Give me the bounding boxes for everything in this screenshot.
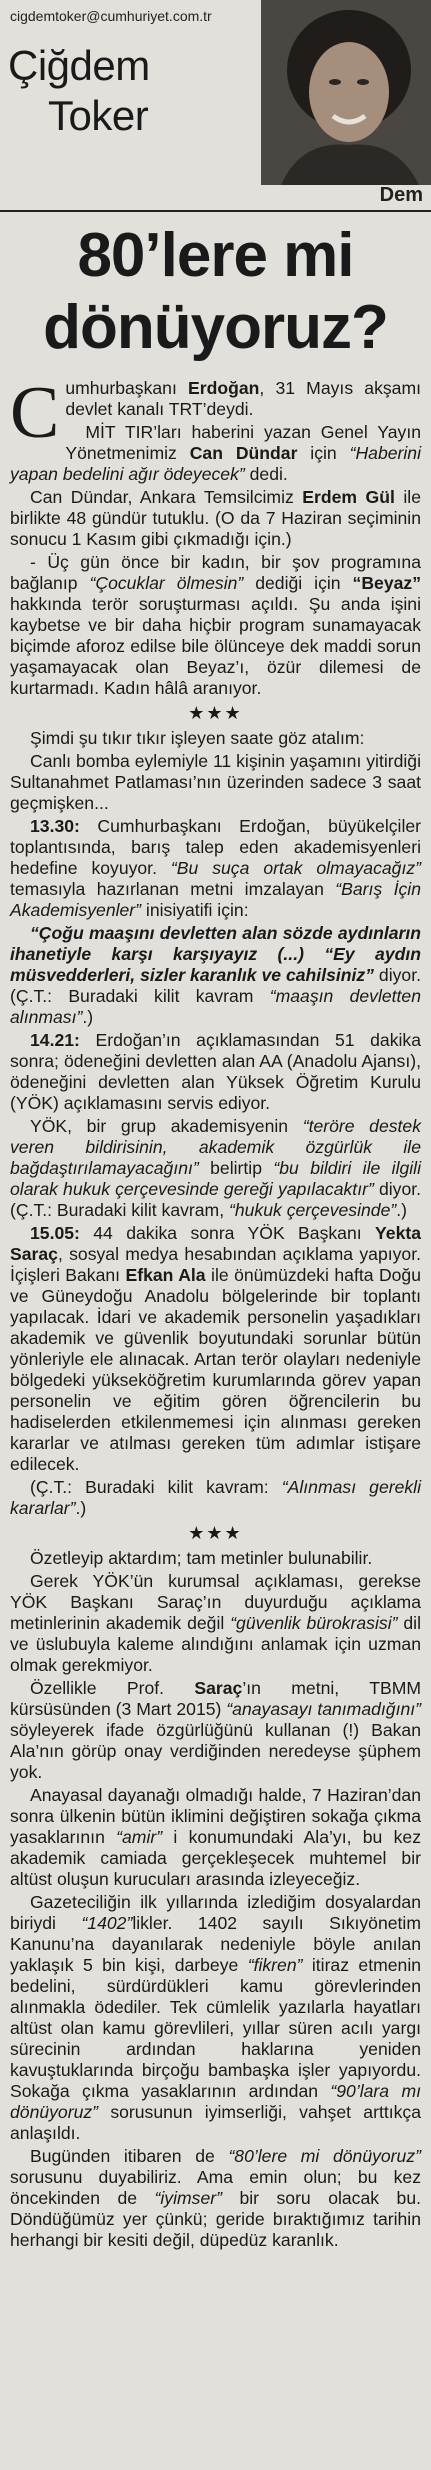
- text: itiraz etmenin bedelini, sürdürdükleri kamu görevlerinden alınmakla ödediler. Tek cümlelik yazılarla hayatları altüst olan kamu görevlileri, yıllar süren acılı yargı sürecinin ardından haklarına yeniden kavuştuklarında birçoğu bambaşka işler yapıyordu. Sokağa çıkma yasaklarının ardından: [10, 1955, 422, 2101]
- paragraph-quote: [10, 923, 421, 1028]
- timestamp: 14.21:: [30, 1030, 80, 1050]
- paragraph: [10, 728, 421, 749]
- text: belirtip: [198, 1158, 274, 1178]
- quote: “Çocuklar ölmesin”: [89, 573, 244, 593]
- text: dil ve üslubuyla kaleme alındığını anlamak için uzman olmak gerekmiyor.: [10, 1613, 421, 1675]
- text: likler. 1402 sayılı Sıkıyönetim Kanunu’na dayanılarak nedeniyle böyle anılan yaklaşık 5 bin kişi, darbeye: [10, 1913, 421, 1975]
- quote: “maaşın devletten alınması”: [10, 986, 421, 1027]
- paragraph: [10, 1785, 421, 1890]
- text: umhurbaşkanı: [65, 378, 189, 398]
- timestamp: 15.05:: [30, 1223, 80, 1243]
- text: Anayasal dayanağı olmadığı halde, 7 Haziran’dan sonra ülkenin bütün iklimini değiştiren sokağa çıkma yasaklarının: [10, 1785, 421, 1847]
- quote: “fikren”: [247, 1955, 303, 1975]
- paragraph: [10, 1571, 421, 1676]
- text: dediği için: [243, 573, 353, 593]
- text: (Ç.T.: Buradaki kilit kavram:: [30, 1477, 282, 1497]
- paragraph: [10, 487, 421, 550]
- quote: “bu bildiri ile ilgili olarak hukuk çerçevesinde gereği yapılacaktır”: [10, 1158, 421, 1199]
- text: temasıyla hazırlanan metni imzalayan: [10, 879, 336, 899]
- person-name: Yekta Saraç: [10, 1223, 421, 1264]
- text: , 31 Mayıs akşamı devlet kanalı TRT’deydi.: [65, 378, 421, 419]
- quote: “Bu suça ortak olmayacağız”: [170, 858, 421, 878]
- quote: “Barış İçin Akademisyenler”: [10, 879, 421, 920]
- quote: “80’lere mi dönüyoruz”: [228, 2146, 421, 2166]
- text: diyor. (Ç.T.: Buradaki kilit kavram,: [10, 1179, 421, 1220]
- paragraph: [10, 552, 421, 699]
- author-email[interactable]: cigdemtoker@cumhuriyet.com.tr: [10, 8, 212, 24]
- text: i konumundaki Ala’yı, bu kez akademik camiada gerçekleşecek muhtemel bir altüst oluşun kurucuları arasında izleyeceğiz.: [10, 1827, 422, 1889]
- column-header: [0, 0, 431, 212]
- author-portrait-icon: [261, 0, 431, 185]
- text: inisiyatifi için:: [141, 900, 249, 920]
- person-name: Efkan Ala: [125, 1265, 206, 1285]
- person-name: “Beyaz”: [352, 573, 421, 593]
- paragraph: [10, 1678, 421, 1783]
- text: - Üç gün önce bir kadın, bir şov programına bağlanıp: [10, 552, 421, 593]
- headline: 80’lere mi dönüyoruz?: [43, 221, 388, 362]
- text: MİT TIR’ları haberini yazan Genel Yayın Yönetmenimiz: [65, 422, 421, 463]
- paragraph: [10, 751, 421, 814]
- quote: “Alınması gerekli kararlar”: [10, 1477, 421, 1518]
- section-divider-stars: ★★★: [188, 703, 243, 723]
- text: Özetleyip aktardım; tam metinler bulunabilir.: [30, 1548, 373, 1568]
- text: YÖK, bir grup akademisyenin: [30, 1116, 303, 1136]
- timestamp: 13.30:: [30, 816, 80, 836]
- quote: “1402”: [81, 1913, 133, 1933]
- quote: “hukuk çerçevesinde”: [229, 1200, 397, 1220]
- person-name: Erdoğan: [188, 378, 260, 398]
- text: hakkında terör soruşturması açıldı. Şu anda işini kaybetse ve bir daha hiçbir program sunamayacak biçimde aforoz edilse bile ölünceye dek maddi sorun yaşamayacak olan Beyaz’ı, özür dilemesi de kurtarmadı. Kadın hâlâ aranıyor.: [10, 594, 421, 698]
- article-body: [0, 372, 431, 2251]
- text: Cumhurbaşkanı Erdoğan, büyükelçiler toplantısında, barış talep eden akademisyenleri hedefine koyuyor.: [10, 816, 421, 878]
- author-first-name: Çiğdem: [8, 42, 150, 89]
- text: Şimdi şu tıkır tıkır işleyen saate göz atalım:: [30, 728, 365, 748]
- text: Can Dündar, Ankara Temsilcimiz: [30, 487, 303, 507]
- text: .): [82, 1007, 94, 1027]
- text: diyor. (Ç.T.: Buradaki kilit kavram: [10, 965, 421, 1006]
- text: , sosyal medya hesabından açıklama yapıyor. İçişleri Bakanı: [10, 1244, 421, 1285]
- text: Erdoğan’ın açıklamasından 51 dakika sonra; ödeneğini devletten alan AA (Anadolu Ajansı), ödeneğini devletten alan Yüksek Öğretim Kurulu (YÖK) açıklamasını servis ediyor.: [10, 1030, 421, 1113]
- quote: “güvenlik bürokrasisi”: [230, 1613, 398, 1633]
- text: Özellikle Prof.: [30, 1678, 195, 1698]
- author-last-name: Toker: [48, 92, 149, 139]
- text: Gazeteciliğin ilk yıllarında izlediğim dosyalardan biriydi: [10, 1892, 421, 1933]
- text: söyleyerek ifade özgürlüğünü kullanan (!) Bakan Ala’nın görüp onay verdiğinden neredeyse şüphem yok.: [10, 1720, 421, 1782]
- quote: “anayasayı tanımadığını”: [226, 1699, 421, 1719]
- paragraph: [10, 1116, 421, 1221]
- text: Bugünden itibaren de: [30, 2146, 229, 2166]
- text: 44 dakika sonra YÖK Başkanı: [79, 1223, 376, 1243]
- paragraph: [10, 1030, 421, 1114]
- quote: “Haberini yapan bedelini ağır ödeyecek”: [10, 443, 421, 484]
- section-tag: Dem: [379, 184, 423, 206]
- paragraph: [10, 816, 421, 921]
- paragraph: [10, 422, 421, 485]
- section-divider-stars: ★★★: [188, 1523, 243, 1543]
- text: .): [75, 1498, 87, 1518]
- paragraph: [10, 1223, 421, 1475]
- paragraph: [10, 1548, 421, 1569]
- text: ile önümüzdeki hafta Doğu ve Güneydoğu Anadolu bölgelerinde bir toplantı yapılacak. İdari ve akademik personelin yaşadıkları akademik ve güvenlik boyutundaki sorunlar bütün yönleriyle ele alınacak. Artan terör olayları nedeniyle bölgedeki yükseköğretim kurumlarında görev yapan personelin ve eğitim gören öğrencilerin bu hadiselerden etkilenmemesi için alınması gereken kararlar ve atılması gereken tüm adımlar istişare edilecek.: [10, 1265, 422, 1474]
- quote: “90’lara mı dönüyoruz”: [10, 2081, 421, 2122]
- paragraph: [10, 2146, 421, 2251]
- person-name: Can Dündar: [189, 443, 298, 463]
- text: ’ın metni, TBMM kürsüsünden (3 Mart 2015): [10, 1678, 422, 1719]
- text: sorusunun iyimserliği, vahşet arttıkça anlaşıldı.: [10, 2102, 421, 2143]
- quote: “amir”: [116, 1827, 163, 1847]
- text: .): [396, 1200, 407, 1220]
- text: bir soru olacak bu. Döndüğümüz yer çünkü; geride bıraktığımız tarihin herhangi bir kesiti değil, düpedüz karanlık.: [10, 2188, 421, 2250]
- paragraph: [10, 1477, 421, 1519]
- text: Canlı bomba eylemiyle 11 kişinin yaşamını yitirdiği Sultanahmet Patlaması’nın üzerinden sadece 3 saat geçmişken...: [10, 751, 421, 813]
- person-name: Erdem Gül: [302, 487, 395, 507]
- text: dedi.: [244, 464, 288, 484]
- text: ile birlikte 48 gündür tutuklu. (O da 7 Haziran seçiminin sonucu 1 Kasım gibi çıkmadığı için.): [10, 487, 421, 549]
- person-name: Saraç: [194, 1678, 243, 1698]
- quote: “Çoğu maaşını devletten alan sözde aydınların ihanetiyle karşı karşıyayız (...) “Ey aydın müsvedderleri, sizler karanlık ve cahilsiniz”: [10, 923, 421, 985]
- author-photo: [261, 0, 431, 185]
- quote: “teröre destek veren bildirisinin, akademik özgürlük ile bağdaştırılamayacağını”: [10, 1116, 422, 1178]
- drop-cap: C: [10, 372, 60, 454]
- text: sorusunu duyabiliriz. Ama emin olun; bu kez öncekinden de: [10, 2167, 421, 2208]
- paragraph: [10, 1892, 421, 2144]
- text: Gerek YÖK’ün kurumsal açıklaması, gerekse YÖK Başkanı Saraç’ın duyurduğu açıklama metinlerinin akademik değil: [10, 1571, 421, 1633]
- text: için: [297, 443, 350, 463]
- quote: “iyimser”: [154, 2188, 222, 2208]
